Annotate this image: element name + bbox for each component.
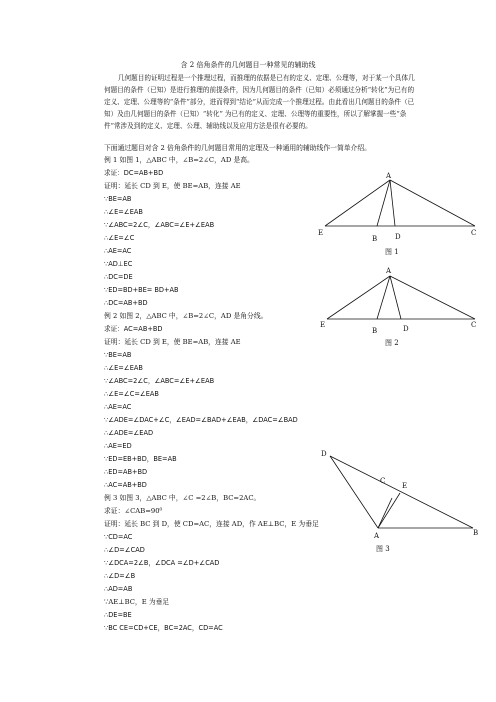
ex1-line: ∵∠ABC=2∠C，∠ABC=∠E+∠EAB xyxy=(104,221,215,229)
fig1-label-a: A xyxy=(386,172,392,180)
ex1-line: ∴AE=AC xyxy=(104,247,132,255)
fig3-label-b: B xyxy=(473,529,479,537)
ex1-line: ∴∠E=∠EAB xyxy=(104,208,143,216)
ex1-line: ∴∠E=∠C xyxy=(104,234,135,242)
ex2-line: 证明：延长 CD 到 E，使 BE=AB，连接 AE xyxy=(104,338,241,346)
ex3-line: ∵∠DCA=2∠B，∠DCA =∠D+∠CAD xyxy=(104,559,220,567)
figure-1 xyxy=(315,172,485,262)
fig3-segment xyxy=(378,493,400,528)
ex2-line: ∴AE=AC xyxy=(104,403,132,411)
ex3-line: ∴∠D=∠CAD xyxy=(104,546,145,554)
ex1-line: ∵BE=AB xyxy=(104,195,132,203)
ex1-line: 求证：DC=AB+BD xyxy=(104,169,164,177)
ex3-line: ∴AD=AB xyxy=(104,585,133,593)
ex2-line: ∴AC=AB+BD xyxy=(104,481,147,489)
fig2-segment xyxy=(390,276,401,319)
ex3-line: ∵AE⊥BC，E 为垂足 xyxy=(104,598,170,606)
ex2-line: ∴∠ADE=∠EAD xyxy=(104,429,154,437)
fig1-segment xyxy=(390,180,395,226)
fig2-label-e: E xyxy=(320,321,326,329)
ex2-line: ∵BE=AB xyxy=(104,351,132,359)
ex2-line: ∵∠ADE=∠DAC+∠C，∠EAD=∠BAD+∠EAB，∠DAC=∠BAD xyxy=(104,416,298,424)
ex3-line: ∵CD=AC xyxy=(104,533,133,541)
fig3-label-d: D xyxy=(321,450,327,458)
fig2-segment xyxy=(377,276,390,319)
fig1-label-c: C xyxy=(471,229,477,237)
fig1-caption: 图 1 xyxy=(385,248,399,256)
ex1-line: ∴DC=AB+BD xyxy=(104,299,148,307)
fig1-label-b: B xyxy=(372,235,378,243)
fig2-label-c: C xyxy=(471,321,477,329)
fig3-segment xyxy=(330,456,378,528)
fig2-label-b: B xyxy=(372,327,378,335)
ex1-line: ∴DC=DE xyxy=(104,273,133,281)
fig3-segment xyxy=(378,498,392,528)
fig2-caption: 图 2 xyxy=(385,339,399,347)
ex3-line: ∴∠D=∠B xyxy=(104,572,136,580)
fig1-segment xyxy=(390,180,475,226)
ex3-title: 例 3 如图 3，△ABC 中，∠C =2∠B，BC=2AC。 xyxy=(104,494,261,502)
figure-2 xyxy=(315,264,485,354)
fig3-label-c: C xyxy=(380,477,386,485)
figure-3 xyxy=(318,446,488,558)
doc-title: 含 2 倍角条件的几何题目一种常见的辅助线 xyxy=(180,61,316,69)
ex2-line: ∵∠ABC=2∠C，∠ABC=∠E+∠EAB xyxy=(104,377,215,385)
ex2-line: 求证：AC=AB+BD xyxy=(104,325,163,333)
ex2-line: ∴∠E=∠C=∠EAB xyxy=(104,390,159,398)
ex3-line: 求证：∠CAB=90⁰ xyxy=(104,507,163,515)
ex1-line: 证明：延长 CD 到 E，使 BE=AB，连接 AE xyxy=(104,182,241,190)
fig1-label-d: D xyxy=(395,233,401,241)
fig3-label-a: A xyxy=(374,532,380,540)
fig3-caption: 图 3 xyxy=(376,545,390,553)
fig2-label-d: D xyxy=(403,325,409,333)
fig2-segment xyxy=(390,276,475,319)
fig3-segment xyxy=(330,456,473,528)
intro-paragraph: 几何题目的证明过程是一个推理过程，而推理的依据是已有的定义、定理、公理等，对于某一个具体几何题目的条件（已知）是进行推理的前提条件，因为几何题目的条件（已知）必须通过分析“转化”为已有的定义、定理、公理等的“条件”部分，进而得到“结论”从而完成一个推理过程。由此看出几何题目的条件（已知）及由几何题目的条件（已知）“转化” 为已有的定义、定理、公理等的重要性，所以了解掌握一些“条件”常涉及到的定义、定理、公理、辅助线以及应用方法是很有必要的。 xyxy=(104,74,415,130)
lead-line: 下面通过题目对含 2 倍角条件的几何题目常用的定理及一种通用的辅助线作一简单介绍。 xyxy=(104,144,371,152)
ex3-line: ∵BC CE=CD+CE，BC=2AC，CD=AC xyxy=(104,624,223,632)
ex1-line: ∵ED=BD+BE= BD+AB xyxy=(104,286,179,294)
fig2-segment xyxy=(327,276,390,319)
fig3-label-e: E xyxy=(402,482,408,490)
fig2-label-a: A xyxy=(386,267,392,275)
fig1-segment xyxy=(325,180,390,226)
ex1-line: ∵AD⊥EC xyxy=(104,260,133,268)
fig1-label-e: E xyxy=(318,229,324,237)
ex2-line: ∵ED=EB+BD，BE=AB xyxy=(104,455,177,463)
ex3-line: 证明：延长 BC 到 D，使 CD=AC，连接 AD，作 AE⊥BC，E 为垂足 xyxy=(104,520,319,528)
ex1-title: 例 1 如图 1，△ABC 中，∠B=2∠C，AD 是高。 xyxy=(104,156,254,164)
fig1-segment xyxy=(377,180,390,226)
ex2-line: ∴AE=ED xyxy=(104,442,132,450)
ex2-line: ∴∠E=∠EAB xyxy=(104,364,143,372)
ex2-title: 例 2 如图 2，△ABC 中，∠B=2∠C，AD 是角分线。 xyxy=(104,312,268,320)
ex3-line: ∴DE=BE xyxy=(104,611,132,619)
ex2-line: ∴ED=AB+BD xyxy=(104,468,148,476)
